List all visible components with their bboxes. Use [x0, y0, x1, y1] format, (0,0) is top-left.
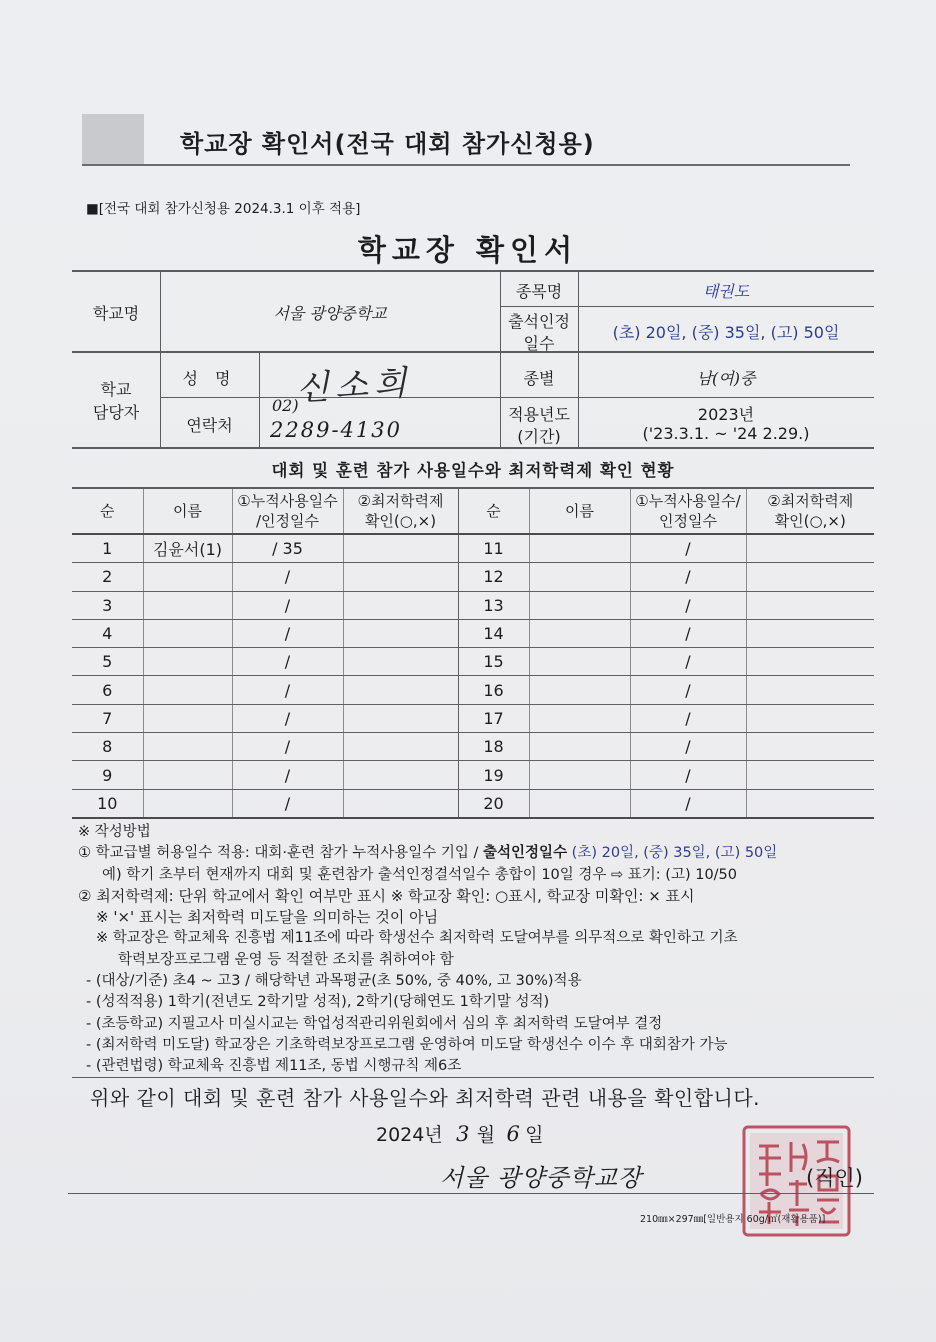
table-row — [72, 563, 874, 591]
check-value — [746, 534, 874, 563]
document-header-title: 학교장 확인서(전국 대회 참가신청용) — [180, 130, 595, 158]
student-name — [529, 591, 630, 619]
check-value — [343, 619, 458, 647]
row-number: 11 — [458, 534, 529, 563]
table-row — [72, 761, 874, 789]
check-value — [746, 648, 874, 676]
days-value: / — [630, 704, 746, 732]
instruction-line: 학력보장프로그램 운영 등 적절한 조치를 취하여야 함 — [118, 951, 454, 968]
days-value: / — [630, 591, 746, 619]
header-check-b: ②최저학력제 확인(○,×) — [746, 489, 874, 534]
check-value — [343, 761, 458, 789]
instruction-line: - (최저학력 미도달) 학교장은 기초학력보장프로그램 운영하여 미도달 학생선수 이수 후 대회참가 가능 — [86, 1036, 728, 1053]
instruction-line: - (초등학교) 지필고사 미실시교는 학업성적관리위원회에서 심의 후 최저학력 도달여부 결정 — [86, 1015, 663, 1032]
student-name — [529, 648, 630, 676]
attendance-label-line2: 일수 — [523, 334, 555, 353]
days-value: / — [232, 591, 343, 619]
check-value — [746, 591, 874, 619]
student-name — [143, 704, 232, 732]
attendance-value: (초) 20일, (중) 35일, (고) 50일 — [612, 323, 840, 342]
row-number: 5 — [72, 648, 143, 676]
student-name — [529, 619, 630, 647]
row-number: 17 — [458, 704, 529, 732]
days-value: / — [232, 789, 343, 818]
row-number: 3 — [72, 591, 143, 619]
issue-date: 2024년 3 월 6 일 — [376, 1122, 544, 1146]
student-name — [529, 534, 630, 563]
days-value: / — [630, 534, 746, 563]
check-value — [746, 619, 874, 647]
status-table — [72, 489, 874, 819]
table-row — [72, 591, 874, 619]
row-number: 1 — [72, 534, 143, 563]
days-value: / — [232, 761, 343, 789]
days-value: / — [630, 563, 746, 591]
check-value — [343, 591, 458, 619]
days-value: / — [232, 676, 343, 704]
year-label-line1: 적용년도 — [508, 405, 570, 424]
table-row — [72, 619, 874, 647]
student-name — [143, 676, 232, 704]
header-name: 이름 — [143, 489, 232, 534]
year-value: 2023년 — [697, 405, 755, 424]
applicability-note: ■[전국 대회 참가신청용 2024.3.1 이후 적용] — [86, 201, 361, 217]
gender-value: 남(여)중 — [696, 369, 756, 388]
student-name — [143, 563, 232, 591]
student-name — [143, 648, 232, 676]
student-name — [143, 789, 232, 818]
instruction-line: ※ '×' 표시는 최저학력 미도달을 의미하는 것이 아님 — [96, 908, 439, 927]
staff-label-line1: 학교 — [100, 380, 132, 399]
student-name — [529, 789, 630, 818]
days-value: / — [630, 789, 746, 818]
check-value — [343, 563, 458, 591]
year-label-line2: (기간) — [517, 427, 561, 446]
table-row — [72, 704, 874, 732]
header-num: 순 — [72, 489, 143, 534]
attendance-label-line1: 출석인정 — [508, 312, 570, 331]
days-value: / — [630, 733, 746, 761]
contact-label: 연락처 — [186, 416, 233, 435]
status-subtitle: 대회 및 훈련 참가 사용일수와 최저학력제 확인 현황 — [271, 461, 675, 480]
row-number: 19 — [458, 761, 529, 789]
check-value — [746, 733, 874, 761]
student-name — [529, 761, 630, 789]
row-number: 20 — [458, 789, 529, 818]
row-number: 13 — [458, 591, 529, 619]
check-value — [343, 789, 458, 818]
table-row — [72, 733, 874, 761]
principal-name: 서울 광양중학교장 — [440, 1164, 643, 1192]
check-value — [343, 733, 458, 761]
staff-name-handwritten: 신소희 — [295, 362, 414, 410]
student-name — [529, 733, 630, 761]
days-value: / — [232, 648, 343, 676]
days-value: / — [630, 761, 746, 789]
instruction-line: ① 학교급별 허용일수 적용: 대회·훈련 참가 누적사용일수 기입 / 출석인정일수 (초) 20일, (중) 35일, (고) 50일 — [78, 845, 778, 862]
student-name — [529, 676, 630, 704]
row-number: 4 — [72, 619, 143, 647]
check-value — [343, 648, 458, 676]
student-name: 김윤서(1) — [143, 534, 232, 563]
table-row — [72, 789, 874, 818]
row-number: 9 — [72, 761, 143, 789]
row-number: 12 — [458, 563, 529, 591]
row-number: 10 — [72, 789, 143, 818]
table-row — [72, 648, 874, 676]
row-number: 8 — [72, 733, 143, 761]
student-name — [143, 733, 232, 761]
staff-label-line2: 담당자 — [92, 403, 140, 422]
instructions-title: ※ 작성방법 — [78, 824, 151, 840]
info-row-line — [72, 351, 874, 353]
days-value: / 35 — [232, 534, 343, 563]
check-value — [746, 676, 874, 704]
row-number: 14 — [458, 619, 529, 647]
check-value — [343, 704, 458, 732]
info-bottom-border — [72, 447, 874, 449]
table-row — [72, 676, 874, 704]
info-row-line — [160, 397, 874, 398]
student-name — [143, 761, 232, 789]
days-value: / — [630, 619, 746, 647]
info-top-border — [72, 270, 874, 272]
check-value — [746, 761, 874, 789]
student-name — [143, 619, 232, 647]
check-value — [343, 676, 458, 704]
instruction-line: 예) 학기 초부터 현재까지 대회 및 훈련참가 출석인정결석일수 총합이 10일 경우 ⇨ 표기: (고) 10/50 — [102, 866, 738, 883]
instruction-line: ※ 학교장은 학교체육 진흥법 제11조에 따라 학생선수 최저학력 도달여부를 의무적으로 확인하고 기초 — [96, 930, 738, 947]
check-value — [746, 704, 874, 732]
date-day: 6 — [506, 1122, 520, 1146]
row-number: 16 — [458, 676, 529, 704]
event-value: 태권도 — [702, 282, 750, 301]
student-name — [143, 591, 232, 619]
header-check: ②최저학력제 확인(○,×) — [343, 489, 458, 534]
days-value: / — [232, 704, 343, 732]
info-row-line — [500, 306, 874, 307]
instruction-line: - (대상/기준) 초4 ~ 고3 / 해당학년 과목평균(초 50%, 중 40%, 고 30%)적용 — [86, 973, 582, 990]
contact-value-number: 2289-4130 — [270, 418, 402, 442]
student-name — [529, 563, 630, 591]
row-number: 15 — [458, 648, 529, 676]
header-num-b: 순 — [458, 489, 529, 534]
gender-label: 종별 — [523, 369, 555, 388]
check-value — [343, 534, 458, 563]
school-value: 서울 광양중학교 — [273, 304, 387, 323]
status-header-row — [72, 489, 874, 534]
row-number: 6 — [72, 676, 143, 704]
name-label: 성 명 — [182, 369, 237, 388]
instruction-line: - (관련법령) 학교체육 진흥법 제11조, 동법 시행규칙 제6조 — [86, 1058, 462, 1075]
table-row — [72, 534, 874, 563]
check-value — [746, 789, 874, 818]
row-number: 7 — [72, 704, 143, 732]
days-value: / — [232, 733, 343, 761]
row-number: 18 — [458, 733, 529, 761]
confirmation-statement: 위와 같이 대회 및 훈련 참가 사용일수와 최저학력 관련 내용을 확인합니다. — [90, 1086, 761, 1110]
school-label: 학교명 — [92, 304, 140, 323]
writing-instructions — [78, 822, 878, 1078]
form-title: 학교장 확인서 — [357, 233, 579, 267]
date-month: 3 — [456, 1122, 470, 1146]
event-label: 종목명 — [515, 282, 563, 301]
footer-rule — [68, 1193, 874, 1194]
header-name-b: 이름 — [529, 489, 630, 534]
contact-value-area: 02) — [272, 396, 299, 415]
year-period: ('23.3.1. ~ '24 2.29.) — [642, 424, 810, 443]
header-days-b: ①누적사용일수/ 인정일수 — [630, 489, 746, 534]
days-value: / — [232, 563, 343, 591]
header-rule — [82, 164, 850, 166]
student-name — [529, 704, 630, 732]
confirm-top-rule — [72, 1077, 874, 1078]
header-days: ①누적사용일수 /인정일수 — [232, 489, 343, 534]
instruction-line: - (성적적용) 1학기(전년도 2학기말 성적), 2학기(당해연도 1학기말 성적) — [86, 994, 550, 1011]
days-value: / — [630, 676, 746, 704]
seal-label: (직인) — [806, 1166, 863, 1190]
row-number: 2 — [72, 563, 143, 591]
header-gray-block — [82, 114, 144, 164]
info-col-line — [259, 353, 260, 447]
days-value: / — [630, 648, 746, 676]
check-value — [746, 563, 874, 591]
days-value: / — [232, 619, 343, 647]
paper-spec: 210㎜×297㎜[일반용지 60g/㎡(재활용품)] — [640, 1214, 826, 1225]
instruction-line: ② 최저학력제: 단위 학교에서 확인 여부만 표시 ※ 학교장 확인: ○표시, 학교장 미확인: × 표시 — [78, 886, 695, 905]
